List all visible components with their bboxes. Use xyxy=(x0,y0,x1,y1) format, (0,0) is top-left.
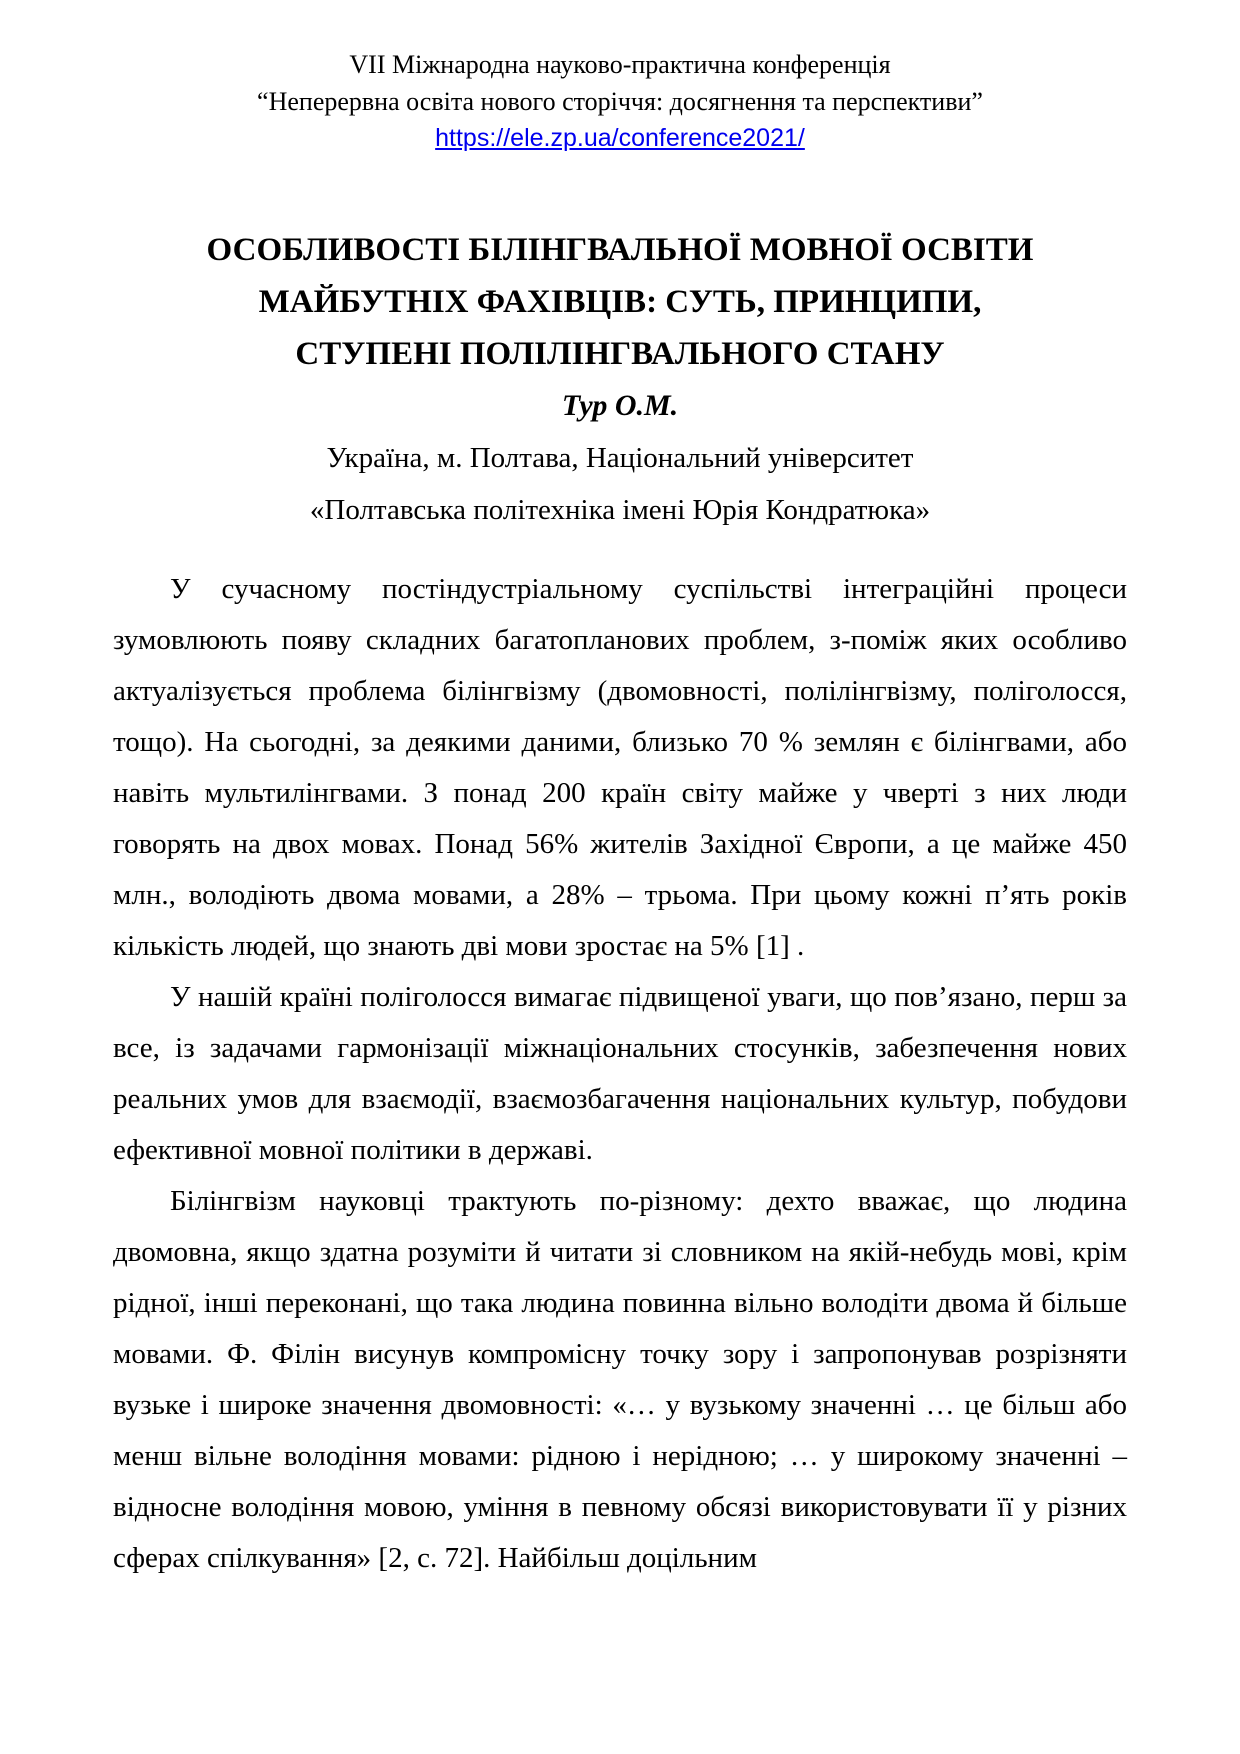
conference-header xyxy=(113,46,1127,160)
article-title-line-1: ОСОБЛИВОСТІ БІЛІНГВАЛЬНОЇ МОВНОЇ ОСВІТИ xyxy=(206,232,1034,268)
conference-title: VII Міжнародна науково-практична конференція xyxy=(349,50,891,79)
article-title-line-3: СТУПЕНІ ПОЛІЛІНГВАЛЬНОГО СТАНУ xyxy=(295,336,945,372)
article-body xyxy=(113,564,1127,1584)
conference-link-row xyxy=(113,120,1127,160)
article-heading xyxy=(113,224,1127,536)
article-title xyxy=(113,224,1127,380)
body-paragraph-3: Білінгвізм науковці трактують по-різному: дехто вважає, що людина двомовна, якщо здатна розуміти й читати зі словником на якій-небудь мові, крім рідної, інші переконані, що така людина повинна вільно володіти двома й більше мовами. Ф. Філін висунув компромісну точку зору і запропонував розрізняти вузьке і широке значення двомовності: «… у вузькому значенні … це більш або менш вільне володіння мовами: рідною і нерідною; … у широкому значенні – відносне володіння мовою, уміння в певному обсязі використовувати її у різних сферах спілкування» [2, с. 72]. Найбільш доцільним xyxy=(113,1185,1127,1574)
body-paragraph-1: У сучасному постіндустріальному суспільстві інтеграційні процеси зумовлюють появу складних багатопланових проблем, з-поміж яких особливо актуалізується проблема білінгвізму (двомовності, полілінгвізму, поліголосся, тощо). На сьогодні, за деякими даними, близько 70 % землян є білінгвами, або навіть мультилінгвами. З понад 200 країн світу майже у чверті з них люди говорять на двох мовах. Понад 56% жителів Західної Європи, а це майже 450 млн., володіють двома мовами, а 28% – трьома. При цьому кожні п’ять років кількість людей, що знають дві мови зростає на 5% [1] . xyxy=(113,573,1127,962)
conference-url-link[interactable]: https://ele.zp.ua/conference2021/ xyxy=(435,124,805,152)
conference-subtitle: “Неперервна освіта нового сторіччя: досягнення та перспективи” xyxy=(257,87,983,116)
article-author: Тур О.М. xyxy=(561,389,679,422)
body-paragraph-2: У нашій країні поліголосся вимагає підвищеної уваги, що пов’язано, перш за все, із задачами гармонізації міжнаціональних стосунків, забезпечення нових реальних умов для взаємодії, взаємозбагачення національних культур, побудови ефективної мовної політики в державі. xyxy=(113,981,1127,1166)
article-affiliation-line-2: «Полтавська політехніка імені Юрія Кондратюка» xyxy=(309,494,931,526)
article-affiliation-line-1: Україна, м. Полтава, Національний університет xyxy=(326,442,914,474)
article-title-line-2: МАЙБУТНІХ ФАХІВЦІВ: СУТЬ, ПРИНЦИПИ, xyxy=(258,284,982,320)
